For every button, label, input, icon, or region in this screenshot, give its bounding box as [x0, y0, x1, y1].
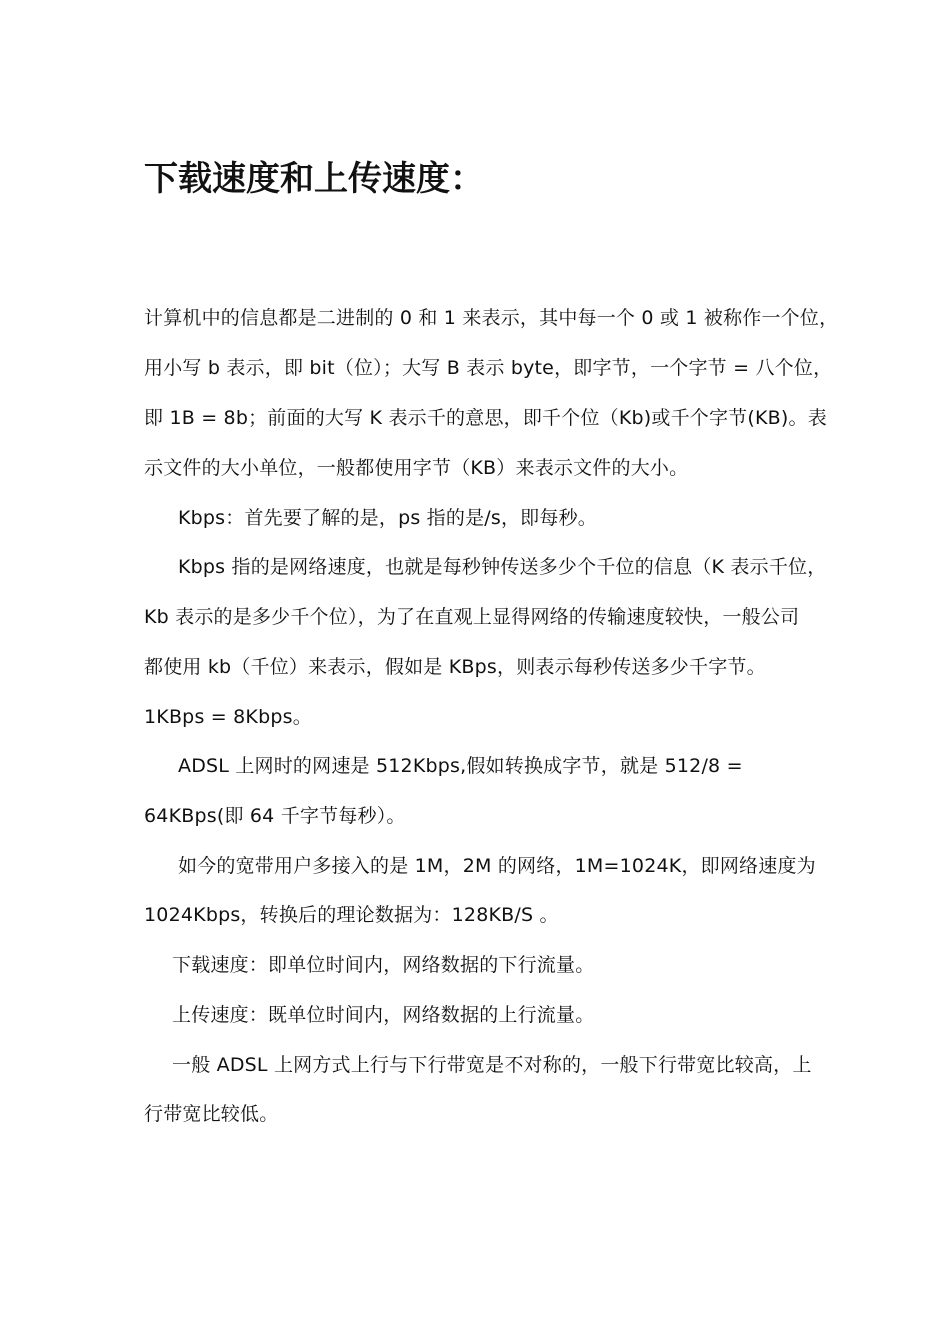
paragraph-line: ADSL 上网时的网速是 512Kbps,假如转换成字节，就是 512/8 =	[178, 755, 743, 777]
paragraph-line: 都使用 kb（千位）来表示，假如是 KBps，则表示每秒传送多少千字节。	[144, 656, 766, 678]
paragraph-line: 如今的宽带用户多接入的是 1M，2M 的网络，1M=1024K，即网络速度为	[178, 855, 816, 877]
paragraph-line: 64KBps(即 64 千字节每秒）。	[144, 805, 406, 827]
paragraph-line: 下载速度：即单位时间内，网络数据的下行流量。	[172, 954, 595, 976]
paragraph-line: 行带宽比较低。	[144, 1103, 279, 1125]
paragraph-line: 示文件的大小单位，一般都使用字节（KB）来表示文件的大小。	[144, 457, 689, 479]
paragraph-line: 1KBps = 8Kbps。	[144, 706, 312, 728]
paragraph-line: Kbps：首先要了解的是，ps 指的是/s，即每秒。	[178, 507, 597, 529]
paragraph-line: 1024Kbps，转换后的理论数据为：128KB/S 。	[144, 904, 559, 926]
paragraph-line: 即 1B = 8b；前面的大写 K 表示千的意思，即千个位（Kb)或千个字节(KB)。表	[144, 407, 827, 429]
paragraph-line: 计算机中的信息都是二进制的 0 和 1 来表示，其中每一个 0 或 1 被称作一个位，	[144, 307, 839, 329]
paragraph-line: 一般 ADSL 上网方式上行与下行带宽是不对称的，一般下行带宽比较高，上	[172, 1054, 812, 1076]
paragraph-line: Kb 表示的是多少千个位），为了在直观上显得网络的传输速度较快，一般公司	[144, 606, 800, 628]
paragraph-line: 上传速度：既单位时间内，网络数据的上行流量。	[172, 1004, 595, 1026]
paragraph-line: Kbps 指的是网络速度，也就是每秒钟传送多少个千位的信息（K 表示千位，	[178, 556, 827, 578]
page-title: 下载速度和上传速度：	[144, 159, 484, 199]
paragraph-line: 用小写 b 表示，即 bit（位）；大写 B 表示 byte，即字节，一个字节 = 八个位，	[144, 357, 833, 379]
